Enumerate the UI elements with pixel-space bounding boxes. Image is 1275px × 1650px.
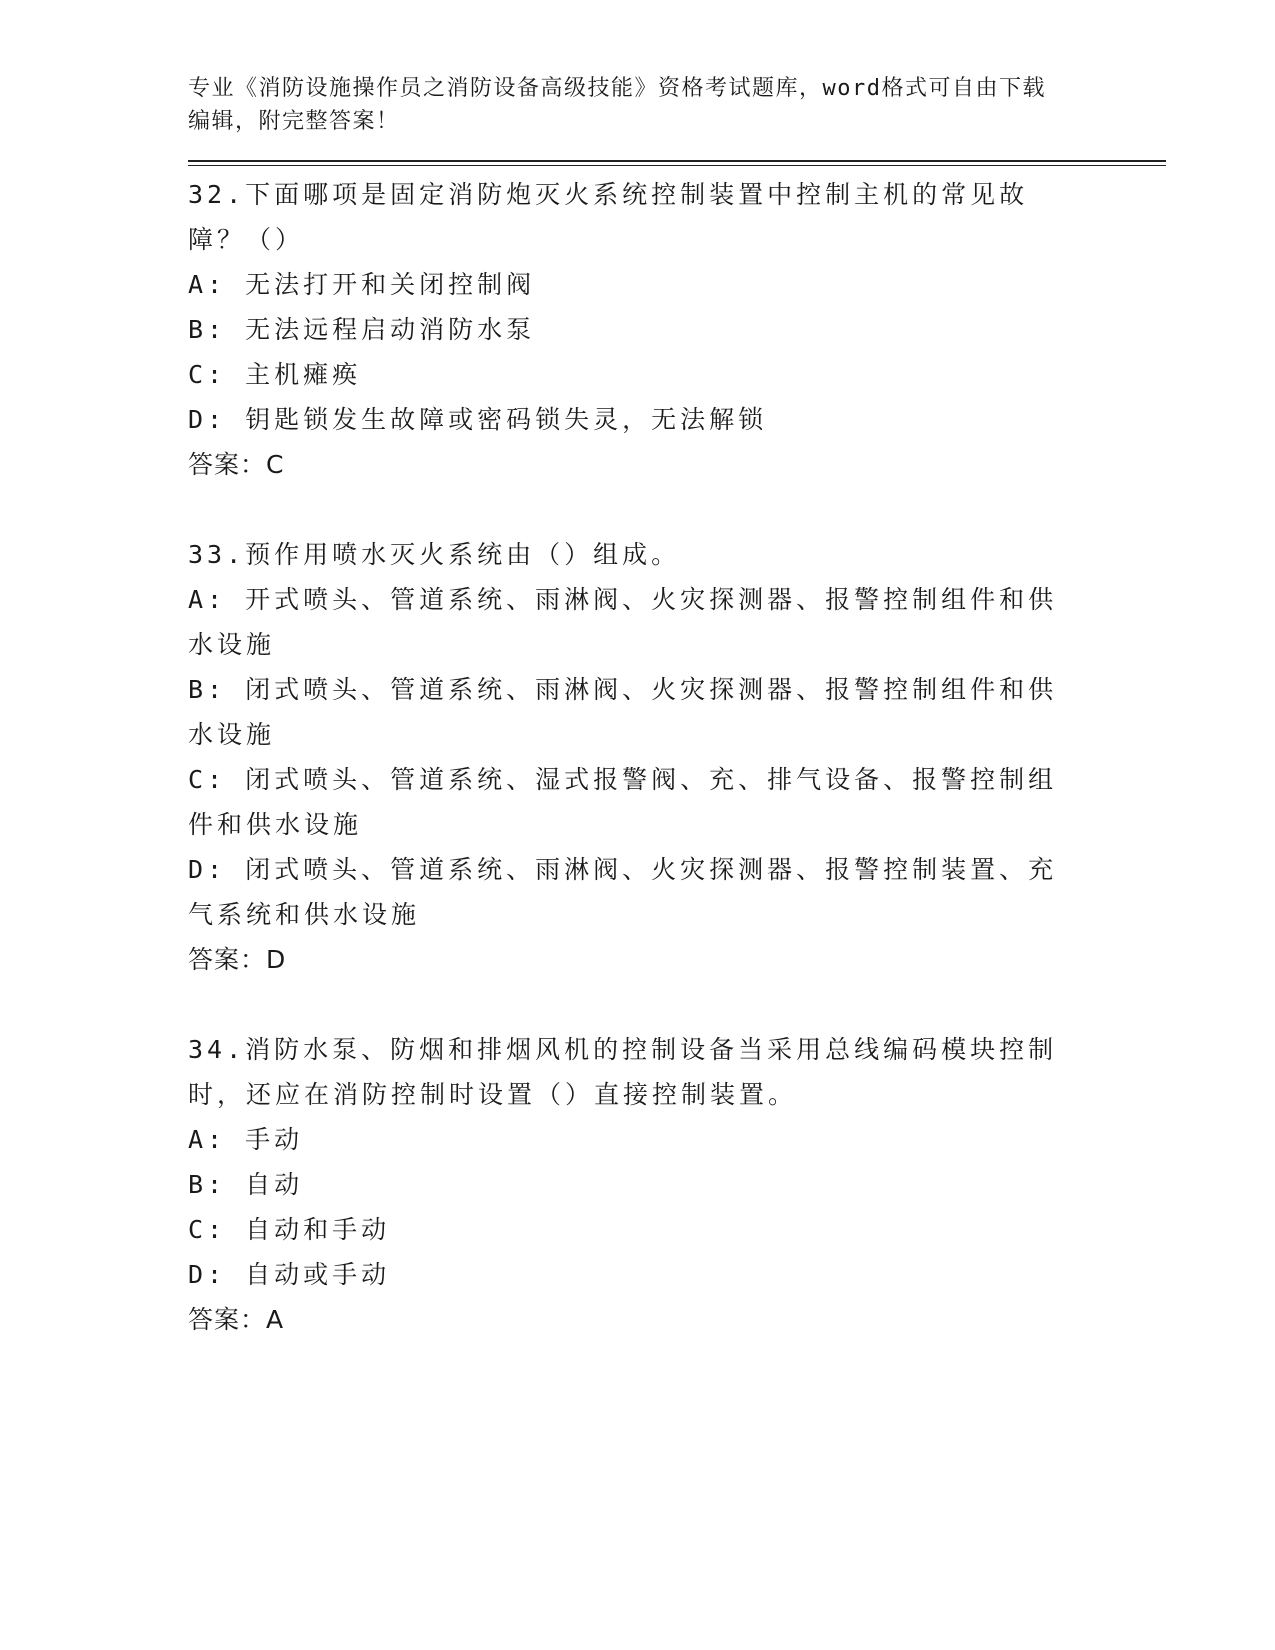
question-text: 33.预作用喷水灭火系统由（）组成。	[188, 540, 681, 569]
question-32	[188, 172, 1088, 487]
option-a: A: 无法打开和关闭控制阀	[188, 270, 536, 299]
option-c: C: 自动和手动	[188, 1215, 391, 1244]
answer-line: 答案：A	[188, 1305, 285, 1334]
question-text: 34.消防水泵、防烟和排烟风机的控制设备当采用总线编码模块控制时，还应在消防控制时设置（）直接控制装置。	[188, 1035, 1058, 1109]
header-divider	[188, 160, 1166, 166]
document-header: 专业《消防设施操作员之消防设备高级技能》资格考试题库，word格式可自由下载编辑，附完整答案！	[188, 76, 1046, 134]
option-a: A: 开式喷头、管道系统、雨淋阀、火灾探测器、报警控制组件和供水设施	[188, 585, 1058, 659]
option-b: B: 自动	[188, 1170, 304, 1199]
option-d: D: 自动或手动	[188, 1260, 391, 1289]
answer-line: 答案：C	[188, 450, 285, 479]
question-33	[188, 532, 1088, 982]
option-b: B: 闭式喷头、管道系统、雨淋阀、火灾探测器、报警控制组件和供水设施	[188, 675, 1058, 749]
option-a: A: 手动	[188, 1125, 304, 1154]
option-b: B: 无法远程启动消防水泵	[188, 315, 536, 344]
option-c: C: 闭式喷头、管道系统、湿式报警阀、充、排气设备、报警控制组件和供水设施	[188, 765, 1058, 839]
question-34	[188, 1027, 1088, 1342]
option-d: D: 钥匙锁发生故障或密码锁失灵，无法解锁	[188, 405, 768, 434]
question-text: 32.下面哪项是固定消防炮灭火系统控制装置中控制主机的常见故障？（）	[188, 180, 1029, 254]
document-page	[188, 72, 1088, 1342]
option-c: C: 主机瘫痪	[188, 360, 362, 389]
option-d: D: 闭式喷头、管道系统、雨淋阀、火灾探测器、报警控制装置、充气系统和供水设施	[188, 855, 1058, 929]
answer-line: 答案：D	[188, 945, 287, 974]
